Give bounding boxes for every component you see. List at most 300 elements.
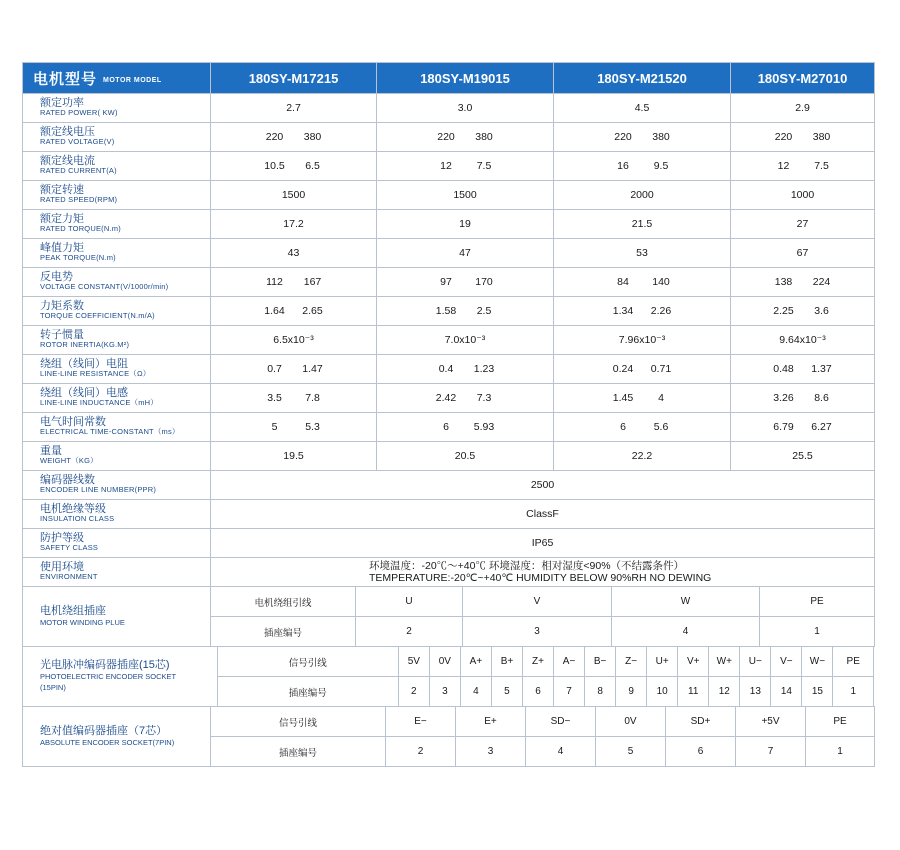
row-label bbox=[23, 94, 211, 123]
spec-value-cell bbox=[377, 152, 554, 181]
spec-value-cell bbox=[554, 326, 731, 355]
row-label bbox=[23, 355, 211, 384]
photo-pin: 3 bbox=[429, 677, 460, 707]
row-label-cn: 额定力矩 bbox=[40, 213, 84, 225]
spec-value-pair bbox=[604, 363, 680, 375]
spec-value: 2.65 bbox=[302, 305, 323, 317]
spec-body bbox=[23, 94, 875, 587]
spec-row bbox=[23, 94, 875, 123]
spec-value: 1.64 bbox=[264, 305, 285, 317]
spec-value: 7.5 bbox=[814, 160, 829, 172]
photo-pin: 10 bbox=[647, 677, 678, 707]
row-label-en: RATED TORQUE(N.m) bbox=[40, 224, 121, 233]
spec-value-cell bbox=[377, 181, 554, 210]
row-label-en: RATED POWER( KW) bbox=[40, 108, 118, 117]
spec-value-cell bbox=[211, 268, 377, 297]
spec-value: 7.8 bbox=[305, 392, 320, 404]
row-label-cn: 绕组（线间）电阻 bbox=[40, 358, 128, 370]
spec-value-cell bbox=[554, 268, 731, 297]
spec-value: 2000 bbox=[630, 189, 654, 201]
spec-value-pair bbox=[604, 160, 680, 172]
row-label-cn: 额定线电流 bbox=[40, 155, 95, 167]
spec-value: 220 bbox=[265, 131, 284, 143]
absolute-label bbox=[23, 707, 211, 767]
photo-signal: A+ bbox=[460, 647, 491, 677]
photo-pin: 9 bbox=[616, 677, 647, 707]
spec-value-cell bbox=[211, 413, 377, 442]
spec-value: 1000 bbox=[790, 189, 815, 201]
spec-value: 138 bbox=[774, 276, 793, 288]
photo-signal: W+ bbox=[709, 647, 740, 677]
spec-value: 6 bbox=[443, 421, 449, 433]
photo-pin: 13 bbox=[740, 677, 771, 707]
spec-row bbox=[23, 123, 875, 152]
spec-value: 0.48 bbox=[773, 363, 794, 375]
photo-pins-label: 插座编号 bbox=[217, 677, 398, 707]
spec-value: 170 bbox=[475, 276, 493, 288]
photo-signal: V− bbox=[771, 647, 802, 677]
row-label-en: VOLTAGE CONSTANT(V/1000r/min) bbox=[40, 282, 169, 291]
absolute-row-signals bbox=[23, 707, 875, 737]
photo-signal: W− bbox=[802, 647, 833, 677]
spec-value: 112 bbox=[266, 276, 283, 288]
spec-value-pair bbox=[427, 305, 503, 317]
spec-value-cell bbox=[377, 268, 554, 297]
row-label bbox=[23, 471, 211, 500]
spec-value-cell bbox=[554, 355, 731, 384]
photo-pin: 14 bbox=[771, 677, 802, 707]
winding-label-en: MOTOR WINDING PLUE bbox=[40, 617, 125, 627]
spec-value: 1500 bbox=[453, 189, 477, 201]
spec-value-pair bbox=[604, 131, 680, 143]
spec-value-pair bbox=[256, 276, 332, 288]
spec-value-pair bbox=[765, 363, 841, 375]
common-value: IP65 bbox=[211, 529, 875, 558]
row-label-cn: 反电势 bbox=[40, 271, 73, 283]
photo-pin: 11 bbox=[678, 677, 709, 707]
photo-signal: 5V bbox=[398, 647, 429, 677]
row-label bbox=[23, 297, 211, 326]
header-title-en: MOTOR MODEL bbox=[103, 76, 162, 84]
spec-value-cell bbox=[377, 326, 554, 355]
winding-leads-label: 电机绕组引线 bbox=[211, 587, 356, 617]
row-label-cn: 电机绝缘等级 bbox=[40, 503, 106, 515]
spec-value: 67 bbox=[796, 247, 809, 259]
photo-pin: 8 bbox=[585, 677, 616, 707]
row-label-en: ENCODER LINE NUMBER(PPR) bbox=[40, 485, 157, 494]
absolute-signal: 0V bbox=[596, 707, 666, 737]
row-label-en: RATED VOLTAGE(V) bbox=[40, 137, 115, 146]
row-label-en: WEIGHT（KG） bbox=[40, 456, 98, 465]
absolute-signal: E− bbox=[386, 707, 456, 737]
spec-value: 20.5 bbox=[454, 450, 476, 462]
row-label bbox=[23, 413, 211, 442]
spec-value: 2.26 bbox=[650, 305, 672, 317]
photo-label-cn: 光电脉冲编码器插座(15芯) bbox=[40, 659, 170, 671]
spec-value: 19.5 bbox=[283, 450, 304, 462]
row-label-en: LINE-LINE RESISTANCE（Ω） bbox=[40, 369, 151, 378]
common-value: ClassF bbox=[211, 500, 875, 529]
photo-signal: Z+ bbox=[522, 647, 553, 677]
spec-value-cell bbox=[731, 123, 875, 152]
spec-value-cell bbox=[731, 210, 875, 239]
spec-value: 3.5 bbox=[267, 392, 282, 404]
photo-label-en2: (15PIN) bbox=[40, 683, 66, 692]
row-label-cn: 额定转速 bbox=[40, 184, 84, 196]
row-label-en: PEAK TORQUE(N.m) bbox=[40, 253, 116, 262]
spec-value: 4 bbox=[658, 392, 664, 404]
spec-value: 0.7 bbox=[267, 363, 282, 375]
spec-value: 5.3 bbox=[305, 421, 320, 433]
spec-value-pair bbox=[765, 276, 841, 288]
spec-value-cell bbox=[211, 181, 377, 210]
spec-value-pair bbox=[256, 363, 332, 375]
spec-value-cell bbox=[554, 152, 731, 181]
winding-lead: W bbox=[612, 587, 760, 617]
spec-value-cell bbox=[211, 355, 377, 384]
spec-value: 220 bbox=[774, 131, 793, 143]
spec-value-pair bbox=[427, 131, 503, 143]
row-label bbox=[23, 500, 211, 529]
spec-value: 380 bbox=[652, 131, 670, 143]
spec-value-cell bbox=[211, 152, 377, 181]
absolute-pin: 4 bbox=[526, 737, 596, 767]
absolute-pin: 1 bbox=[806, 737, 875, 767]
spec-value: 2.42 bbox=[435, 392, 457, 404]
spec-value-cell bbox=[731, 181, 875, 210]
spec-value: 6.5 bbox=[305, 160, 320, 172]
row-label-en: SAFETY CLASS bbox=[40, 543, 99, 552]
row-label bbox=[23, 181, 211, 210]
spec-value: 1500 bbox=[281, 189, 306, 201]
spec-row bbox=[23, 384, 875, 413]
spec-value-cell bbox=[731, 94, 875, 123]
spec-value: 1.37 bbox=[811, 363, 832, 375]
winding-lead: PE bbox=[760, 587, 875, 617]
spec-value-pair bbox=[765, 305, 841, 317]
spec-value: 224 bbox=[812, 276, 831, 288]
photo-pin: 12 bbox=[709, 677, 740, 707]
spec-value: 9.5 bbox=[653, 160, 669, 172]
spec-value-cell bbox=[377, 384, 554, 413]
absolute-pin: 3 bbox=[456, 737, 526, 767]
spec-value: 167 bbox=[303, 276, 322, 288]
spec-value: 3.6 bbox=[814, 305, 829, 317]
absolute-pins-label: 插座编号 bbox=[211, 737, 386, 767]
photo-label-en: PHOTOELECTRIC ENCODER SOCKET bbox=[40, 672, 177, 681]
spec-value-pair bbox=[427, 363, 503, 375]
spec-value-cell bbox=[211, 123, 377, 152]
photo-signal: Z− bbox=[616, 647, 647, 677]
photo-pin: 7 bbox=[554, 677, 585, 707]
row-label bbox=[23, 384, 211, 413]
spec-value: 27 bbox=[796, 218, 809, 230]
spec-value-pair bbox=[427, 421, 503, 433]
absolute-pin: 6 bbox=[666, 737, 736, 767]
row-label-en: ENVIRONMENT bbox=[40, 572, 98, 581]
spec-row bbox=[23, 355, 875, 384]
spec-value: 3.0 bbox=[457, 102, 473, 114]
spec-value-pair bbox=[256, 160, 332, 172]
spec-value-pair bbox=[256, 305, 332, 317]
spec-value: 7.0x10⁻³ bbox=[444, 334, 486, 346]
spec-value-pair bbox=[604, 392, 680, 404]
absolute-signal: E+ bbox=[456, 707, 526, 737]
photo-label bbox=[23, 647, 218, 707]
spec-value: 25.5 bbox=[792, 450, 813, 462]
absolute-label-en: ABSOLUTE ENCODER SOCKET(7PIN) bbox=[40, 737, 175, 747]
spec-value: 380 bbox=[303, 131, 322, 143]
spec-value-cell bbox=[554, 413, 731, 442]
spec-value: 6.5x10⁻³ bbox=[273, 334, 314, 346]
absolute-signals-label: 信号引线 bbox=[211, 707, 386, 737]
photo-signal: B+ bbox=[491, 647, 522, 677]
spec-value-cell bbox=[211, 442, 377, 471]
spec-row bbox=[23, 442, 875, 471]
photo-signal: 0V bbox=[429, 647, 460, 677]
row-label-cn: 使用环境 bbox=[40, 561, 84, 573]
spec-value: 6.79 bbox=[773, 421, 794, 433]
row-label-en: ELECTRICAL TIME-CONSTANT（ms） bbox=[40, 427, 180, 436]
winding-label bbox=[23, 587, 211, 647]
header-title bbox=[23, 63, 211, 94]
spec-value-cell bbox=[211, 239, 377, 268]
winding-table bbox=[22, 586, 875, 647]
spec-value: 84 bbox=[617, 276, 629, 288]
spec-value-pair bbox=[427, 276, 503, 288]
spec-value: 1.47 bbox=[302, 363, 323, 375]
spec-value-cell bbox=[554, 384, 731, 413]
common-row bbox=[23, 471, 875, 500]
absolute-signal: PE bbox=[806, 707, 875, 737]
spec-value-cell bbox=[731, 268, 875, 297]
spec-value: 6.27 bbox=[811, 421, 832, 433]
spec-value: 10.5 bbox=[264, 160, 285, 172]
row-label bbox=[23, 152, 211, 181]
winding-row-leads bbox=[23, 587, 875, 617]
spec-value: 3.26 bbox=[773, 392, 794, 404]
winding-lead: U bbox=[356, 587, 463, 617]
row-label-en: RATED SPEED(RPM) bbox=[40, 195, 118, 204]
row-label-en: TORQUE COEFFICIENT(N.m/A) bbox=[40, 311, 155, 320]
row-label bbox=[23, 326, 211, 355]
spec-value-pair bbox=[427, 160, 503, 172]
spec-value-cell bbox=[211, 326, 377, 355]
spec-row bbox=[23, 210, 875, 239]
spec-value-cell bbox=[377, 442, 554, 471]
spec-row bbox=[23, 268, 875, 297]
spec-value: 0.24 bbox=[612, 363, 634, 375]
spec-value: 380 bbox=[475, 131, 493, 143]
environment-value bbox=[211, 558, 875, 587]
model-header: 180SY-M21520 bbox=[554, 63, 731, 94]
environment-line-en: TEMPERATURE:-20℃~+40℃ HUMIDITY BELOW 90%RH NO DEWING bbox=[369, 572, 712, 584]
row-label bbox=[23, 442, 211, 471]
spec-value: 1.23 bbox=[473, 363, 495, 375]
spec-value-pair bbox=[765, 160, 841, 172]
spec-value-pair bbox=[765, 131, 841, 143]
spec-row bbox=[23, 152, 875, 181]
spec-row bbox=[23, 181, 875, 210]
motor-spec-table bbox=[22, 62, 875, 587]
spec-row bbox=[23, 326, 875, 355]
spec-value: 7.5 bbox=[476, 160, 492, 172]
row-label bbox=[23, 239, 211, 268]
row-label-en: ROTOR INERTIA(KG.M²) bbox=[40, 340, 130, 349]
photo-signal: PE bbox=[833, 647, 874, 677]
row-label-cn: 编码器线数 bbox=[40, 474, 95, 486]
spec-value-pair bbox=[256, 392, 332, 404]
photo-encoder-table bbox=[22, 646, 874, 707]
spec-value: 5.6 bbox=[653, 421, 669, 433]
environment-row bbox=[23, 558, 875, 587]
spec-value: 12 bbox=[777, 160, 790, 172]
absolute-signal: +5V bbox=[736, 707, 806, 737]
absolute-encoder-table bbox=[22, 706, 875, 767]
spec-value: 6 bbox=[620, 421, 626, 433]
spec-value-cell bbox=[377, 210, 554, 239]
spec-value: 380 bbox=[812, 131, 831, 143]
spec-value: 1.34 bbox=[612, 305, 634, 317]
spec-value-pair bbox=[604, 276, 680, 288]
photo-pin: 4 bbox=[460, 677, 491, 707]
spec-value-cell bbox=[377, 123, 554, 152]
row-label-cn: 额定功率 bbox=[40, 97, 84, 109]
spec-value: 5.93 bbox=[473, 421, 495, 433]
common-row bbox=[23, 529, 875, 558]
absolute-signal: SD+ bbox=[666, 707, 736, 737]
spec-value-cell bbox=[554, 297, 731, 326]
spec-value: 140 bbox=[652, 276, 670, 288]
photo-pin: 6 bbox=[522, 677, 553, 707]
spec-value: 2.5 bbox=[476, 305, 492, 317]
spec-value: 0.71 bbox=[650, 363, 672, 375]
environment-line-cn: 环境温度：-20℃～+40℃ 环境湿度：相对湿度<90%（不结露条件） bbox=[369, 560, 685, 572]
row-label-cn: 峰值力矩 bbox=[40, 242, 84, 254]
absolute-pin: 2 bbox=[386, 737, 456, 767]
winding-pin: 1 bbox=[760, 617, 875, 647]
photo-signal: A− bbox=[554, 647, 585, 677]
spec-value-pair bbox=[256, 131, 332, 143]
spec-value: 220 bbox=[437, 131, 455, 143]
photo-pin: 5 bbox=[491, 677, 522, 707]
spec-value-cell bbox=[554, 123, 731, 152]
spec-value-cell bbox=[377, 94, 554, 123]
photo-signal: U− bbox=[740, 647, 771, 677]
spec-value-cell bbox=[554, 210, 731, 239]
row-label-cn: 绕组（线间）电感 bbox=[40, 387, 128, 399]
spec-value: 21.5 bbox=[631, 218, 653, 230]
spec-value-cell bbox=[731, 384, 875, 413]
spec-value-cell bbox=[731, 355, 875, 384]
spec-value-cell bbox=[211, 384, 377, 413]
row-label bbox=[23, 268, 211, 297]
row-label-cn: 防护等级 bbox=[40, 532, 84, 544]
spec-value: 5 bbox=[271, 421, 278, 433]
spec-row bbox=[23, 239, 875, 268]
winding-lead: V bbox=[463, 587, 612, 617]
spec-value: 17.2 bbox=[283, 218, 304, 230]
photo-signal: U+ bbox=[647, 647, 678, 677]
row-label-cn: 额定线电压 bbox=[40, 126, 95, 138]
spec-value: 0.4 bbox=[438, 363, 454, 375]
spec-value-cell bbox=[731, 326, 875, 355]
spec-value-cell bbox=[377, 355, 554, 384]
spec-value: 2.9 bbox=[795, 102, 810, 114]
spec-row bbox=[23, 297, 875, 326]
winding-label-cn: 电机绕组插座 bbox=[40, 604, 106, 617]
spec-value-cell bbox=[377, 297, 554, 326]
row-label-en: INSULATION CLASS bbox=[40, 514, 115, 523]
spec-value-cell bbox=[377, 413, 554, 442]
photo-pin: 1 bbox=[833, 677, 874, 707]
spec-row bbox=[23, 413, 875, 442]
row-label-cn: 电气时间常数 bbox=[40, 416, 106, 428]
absolute-signal: SD− bbox=[526, 707, 596, 737]
spec-value-cell bbox=[211, 94, 377, 123]
winding-pin: 4 bbox=[612, 617, 760, 647]
spec-value: 53 bbox=[636, 247, 648, 259]
row-label bbox=[23, 123, 211, 152]
spec-value: 1.58 bbox=[435, 305, 457, 317]
row-label bbox=[23, 558, 211, 587]
spec-value-cell bbox=[377, 239, 554, 268]
header-title-cn: 电机型号 bbox=[33, 70, 98, 88]
common-row bbox=[23, 500, 875, 529]
spec-value-cell bbox=[554, 442, 731, 471]
photo-signal: V+ bbox=[678, 647, 709, 677]
winding-pin: 3 bbox=[463, 617, 612, 647]
absolute-pin: 5 bbox=[596, 737, 666, 767]
photo-pin: 15 bbox=[802, 677, 833, 707]
absolute-pin: 7 bbox=[736, 737, 806, 767]
spec-value: 19 bbox=[459, 218, 471, 230]
spec-value: 9.64x10⁻³ bbox=[779, 334, 826, 346]
spec-value-pair bbox=[604, 421, 680, 433]
spec-value: 8.6 bbox=[814, 392, 829, 404]
spec-value-cell bbox=[731, 413, 875, 442]
winding-pins-label: 插座编号 bbox=[211, 617, 356, 647]
spec-value-cell bbox=[554, 181, 731, 210]
row-label-en: RATED CURRENT(A) bbox=[40, 166, 117, 175]
spec-value: 7.96x10⁻³ bbox=[618, 334, 666, 346]
row-label-en: LINE-LINE INDUCTANCE（mH） bbox=[40, 398, 159, 407]
absolute-label-cn: 绝对值编码器插座（7芯） bbox=[40, 724, 168, 737]
spec-value-pair bbox=[256, 421, 332, 433]
spec-value: 7.3 bbox=[476, 392, 492, 404]
spec-value: 2.7 bbox=[286, 102, 301, 114]
spec-value: 220 bbox=[614, 131, 632, 143]
spec-value: 12 bbox=[440, 160, 452, 172]
spec-value-cell bbox=[211, 297, 377, 326]
header-row bbox=[23, 63, 875, 94]
spec-value-cell bbox=[554, 94, 731, 123]
photo-pin: 2 bbox=[398, 677, 429, 707]
spec-value-cell bbox=[731, 239, 875, 268]
spec-sheet bbox=[22, 62, 874, 767]
spec-value-pair bbox=[765, 392, 841, 404]
spec-value-cell bbox=[211, 210, 377, 239]
row-label bbox=[23, 529, 211, 558]
spec-value-pair bbox=[604, 305, 680, 317]
spec-value-cell bbox=[731, 442, 875, 471]
spec-value: 43 bbox=[287, 247, 300, 259]
spec-value: 16 bbox=[617, 160, 629, 172]
spec-value: 1.45 bbox=[612, 392, 634, 404]
model-header: 180SY-M27010 bbox=[731, 63, 875, 94]
spec-value: 97 bbox=[440, 276, 452, 288]
model-header: 180SY-M17215 bbox=[211, 63, 377, 94]
